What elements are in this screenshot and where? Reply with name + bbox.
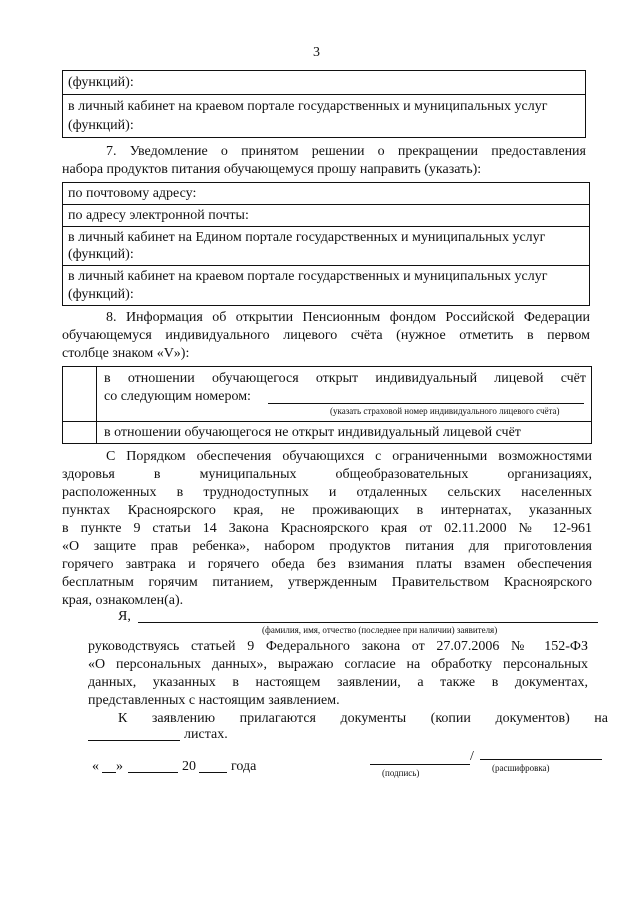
checkbox-account-opened[interactable] xyxy=(70,370,92,418)
applicant-name-field[interactable] xyxy=(138,622,598,623)
ack-line-8: бесплатным горячим питанием, утвержденным Правительством Красноярского xyxy=(62,575,592,590)
delivery-email: по адресу электронной почты: xyxy=(68,208,249,223)
section8-check-column-divider xyxy=(96,366,97,444)
signature-field[interactable] xyxy=(370,764,470,765)
date-close-quote: » xyxy=(116,759,123,774)
consent-ya: Я, xyxy=(118,609,131,624)
date-year-prefix: 20 xyxy=(182,759,196,774)
attachments-line-1: К заявлению прилагаются документы (копии документов) на xyxy=(118,711,608,726)
delivery-regional-portal: в личный кабинет на краевом портале государственных и муниципальных услуг xyxy=(68,269,548,284)
option-account-not-opened: в отношении обучающегося не открыт индивидуальный лицевой счёт xyxy=(104,425,521,440)
ack-line-3: расположенных в труднодоступных и отдаленных сельских населенных xyxy=(62,485,592,500)
top-table-divider xyxy=(62,94,586,95)
decoding-hint: (расшифровка) xyxy=(492,763,550,773)
page-number: 3 xyxy=(313,45,320,60)
section8-row-divider xyxy=(62,421,592,422)
top-row-2-label: в личный кабинет на краевом портале государственных и муниципальных услуг xyxy=(68,99,548,114)
attachments-suffix: листах. xyxy=(184,727,228,742)
account-number-hint: (указать страховой номер индивидуального лицевого счёта) xyxy=(330,406,560,416)
section7-divider-3 xyxy=(62,265,590,266)
date-year-suffix: года xyxy=(231,759,257,774)
date-day-field[interactable] xyxy=(102,772,116,773)
ack-line-7: горячего завтрака и горячего обеда без взимания платы взамен обеспечения xyxy=(62,557,592,572)
ack-line-6: «О защите прав ребенка», набором продуктов питания для приготовления xyxy=(62,539,592,554)
option-account-opened-cont: со следующим номером: xyxy=(104,389,251,404)
attachments-pages-field[interactable] xyxy=(88,740,180,741)
signature-hint: (подпись) xyxy=(382,768,420,778)
consent-line-4: представленных с настоящим заявлением. xyxy=(88,693,340,708)
delivery-regional-portal-cont: (функций): xyxy=(68,287,134,302)
ack-line-5: в пункте 9 статьи 14 Закона Красноярского края от 02.11.2000 № 12-961 xyxy=(62,521,592,536)
section8-heading-line2: обучающемуся индивидуального лицевого счёта (нужное отметить в первом xyxy=(62,328,590,343)
consent-line-3: данных, указанных в настоящем заявлении, а также в документах, xyxy=(88,675,588,690)
ack-line-9: края, ознакомлен(а). xyxy=(62,593,184,608)
option-account-opened: в отношении обучающегося открыт индивидуальный лицевой счёт xyxy=(104,371,586,386)
top-row-2-label-cont: (функций): xyxy=(68,118,134,133)
section8-heading-line3: столбце знаком «V»): xyxy=(62,346,190,361)
delivery-unified-portal: в личный кабинет на Едином портале государственных и муниципальных услуг xyxy=(68,230,546,245)
section8-heading-line1: 8. Информация об открытии Пенсионным фондом Российской Федерации xyxy=(106,310,590,325)
checkbox-account-not-opened[interactable] xyxy=(70,424,92,441)
delivery-unified-portal-cont: (функций): xyxy=(68,247,134,262)
delivery-postal-address: по почтовому адресу: xyxy=(68,186,197,201)
date-month-field[interactable] xyxy=(128,772,178,773)
section7-divider-1 xyxy=(62,204,590,205)
applicant-name-hint: (фамилия, имя, отчество (последнее при наличии) заявителя) xyxy=(262,625,498,635)
top-row-1-label: (функций): xyxy=(68,75,134,90)
ack-line-2: здоровья в муниципальных общеобразовательных организациях, xyxy=(62,467,592,482)
date-year-field[interactable] xyxy=(199,772,227,773)
date-open-quote: « xyxy=(92,759,99,774)
consent-line-2: «О персональных данных», выражаю согласие на обработку персональных xyxy=(88,657,588,672)
ack-line-1: С Порядком обеспечения обучающихся с ограниченными возможностями xyxy=(106,449,592,464)
ack-line-4: пунктах Красноярского края, не проживающих в интернатах, указанных xyxy=(62,503,592,518)
section7-divider-2 xyxy=(62,226,590,227)
consent-line-1: руководствуясь статьей 9 Федерального закона от 27.07.2006 № 152-ФЗ xyxy=(88,639,588,654)
account-number-field[interactable] xyxy=(268,403,584,404)
section7-heading-line1: 7. Уведомление о принятом решении о прекращении предоставления xyxy=(106,144,586,159)
signature-slash: / xyxy=(470,749,474,764)
section7-heading-line2: набора продуктов питания обучающемуся прошу направить (указать): xyxy=(62,162,482,177)
decoding-field[interactable] xyxy=(480,759,602,760)
